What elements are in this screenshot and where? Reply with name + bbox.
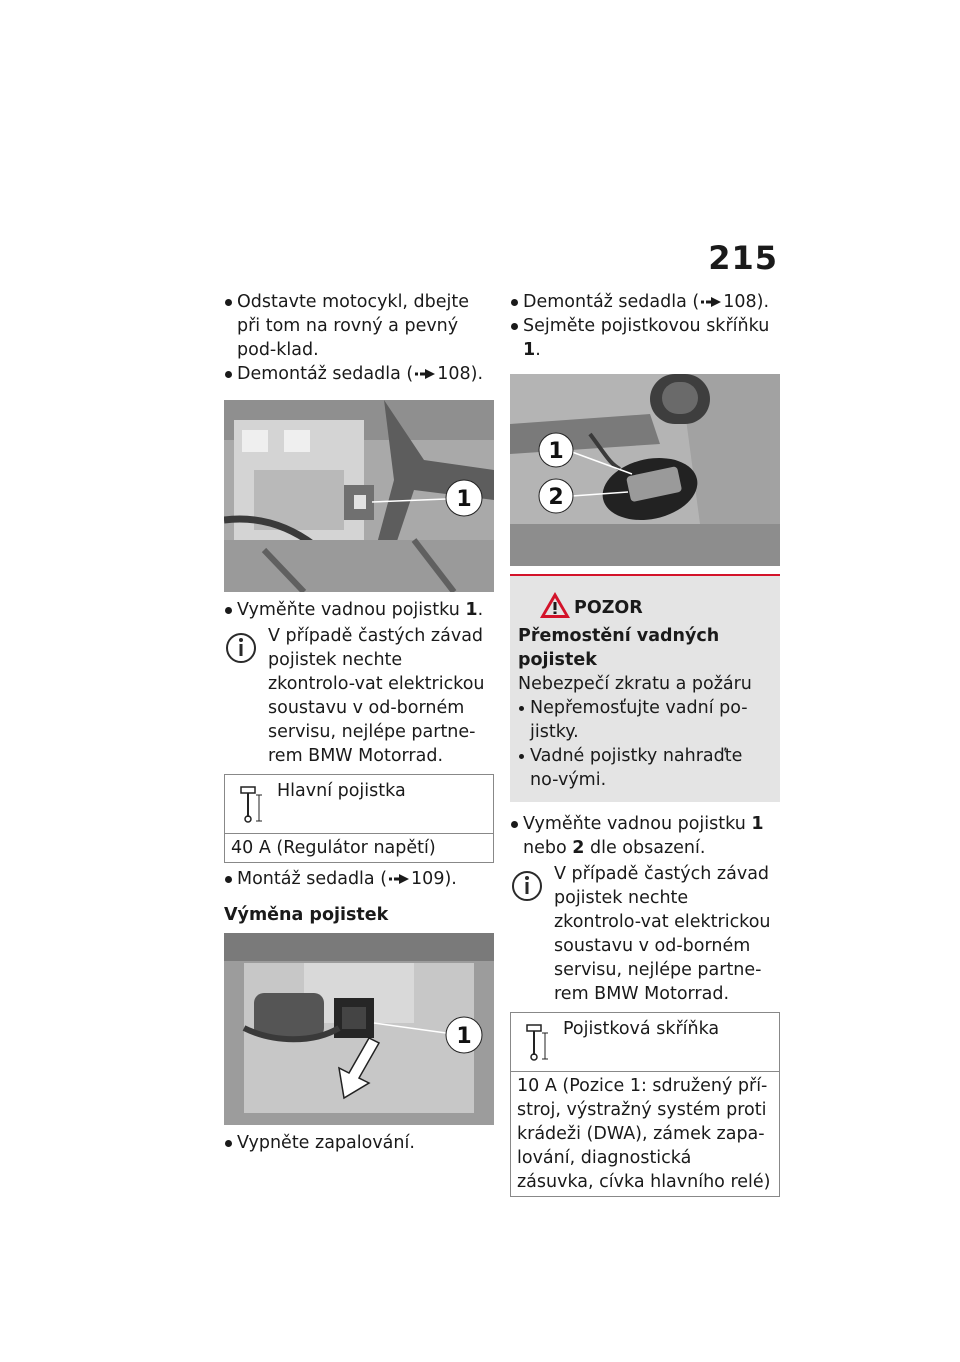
spec-value: 10 A (Pozice 1: sdružený pří-stroj, výstražný systém proti krádeži (DWA), zámek zapa-lování, diagnostická zásuvka, cívka hlavního relé)	[517, 1076, 771, 1192]
step-text: Demontáž sedadla (	[237, 364, 414, 384]
info-icon	[224, 630, 260, 666]
callout-label: 1	[548, 439, 564, 464]
step-text-suffix: ).	[470, 364, 484, 384]
battery-photo	[224, 400, 494, 592]
info-note	[510, 862, 780, 1006]
warning-header	[518, 584, 772, 624]
step-text: Demontáž sedadla (	[523, 292, 700, 312]
note-text: V případě častých závad pojistek nechte zkontrolo-vat elektrickou soustavu v od-borném servisu, nejlépe partne-rem BMW Motorrad.	[268, 626, 485, 766]
step-list	[224, 1131, 494, 1155]
step-text: Vyměňte vadnou pojistku	[237, 600, 466, 620]
fuse-icon	[523, 1023, 551, 1063]
step-text-suffix: .	[477, 600, 484, 620]
list-item: Vadné pojistky nahraďte no-vými.	[518, 744, 772, 792]
list-item	[224, 598, 494, 622]
warning-title: Přemostění vadných pojistek	[518, 626, 720, 670]
spec-value: 40 A (Regulátor napětí)	[231, 838, 436, 858]
right-column	[510, 290, 780, 1201]
fuse-icon	[237, 785, 265, 825]
page-reference[interactable]: 108	[437, 364, 471, 384]
spec-title: Pojistková skříňka	[563, 1019, 720, 1039]
fuse-number: 2	[572, 838, 585, 858]
reference-arrow-icon	[389, 874, 409, 884]
step-list	[224, 290, 494, 386]
info-note	[224, 624, 494, 768]
left-column	[224, 290, 494, 1155]
step-text-suffix: ).	[756, 292, 770, 312]
step-text-mid: nebo	[523, 838, 573, 858]
list-item	[510, 314, 780, 362]
step-list	[224, 598, 494, 622]
callout-label: 2	[548, 485, 564, 510]
list-item	[510, 812, 780, 860]
list-item	[224, 290, 494, 362]
section-heading: Výměna pojistek	[224, 905, 389, 925]
warning-label: POZOR	[574, 598, 643, 618]
callout-label: 1	[456, 487, 472, 512]
fuse-box-photo	[510, 374, 780, 566]
fuse-box-location-photo	[224, 933, 494, 1125]
list-item: Nepřemosťujte vadní po-jistky.	[518, 696, 772, 744]
step-text: Odstavte motocykl, dbejte při tom na rovný a pevný pod-klad.	[237, 292, 470, 360]
step-list	[510, 812, 780, 860]
list-item	[224, 867, 494, 891]
fuse-number: 1	[465, 600, 478, 620]
fuse-spec-box	[224, 774, 494, 863]
warning-list	[518, 696, 772, 792]
warning-box	[510, 574, 780, 802]
note-text: V případě častých závad pojistek nechte zkontrolo-vat elektrickou soustavu v od-borném servisu, nejlépe partne-rem BMW Motorrad.	[554, 864, 771, 1004]
callout-label: 1	[456, 1024, 472, 1049]
spec-header	[511, 1013, 779, 1072]
fuse-box-number: 1	[523, 340, 536, 360]
step-text: Vypněte zapalování.	[237, 1133, 415, 1153]
step-text: Montáž sedadla (	[237, 869, 388, 889]
step-text-suffix: dle obsazení.	[584, 838, 706, 858]
page-reference[interactable]: 108	[723, 292, 757, 312]
info-icon	[510, 868, 546, 904]
step-text: Vyměňte vadnou pojistku	[523, 814, 752, 834]
list-item	[224, 1131, 494, 1155]
step-list	[224, 867, 494, 891]
spec-header	[225, 775, 493, 834]
step-text-suffix: ).	[444, 869, 457, 889]
step-text-suffix: .	[535, 340, 541, 360]
page-number: 215	[708, 239, 778, 277]
step-text: Sejměte pojistkovou skříňku	[523, 316, 770, 336]
reference-arrow-icon	[701, 297, 721, 307]
fuse-number: 1	[751, 814, 764, 834]
page-reference[interactable]: 109	[411, 869, 445, 889]
warning-triangle-icon	[538, 590, 572, 620]
spec-title: Hlavní pojistka	[277, 781, 406, 801]
fuse-spec-box	[510, 1012, 780, 1197]
reference-arrow-icon	[415, 369, 435, 379]
list-item	[224, 362, 494, 386]
list-item	[510, 290, 780, 314]
warning-subtitle: Nebezpečí zkratu a požáru	[518, 674, 752, 694]
step-list	[510, 290, 780, 362]
